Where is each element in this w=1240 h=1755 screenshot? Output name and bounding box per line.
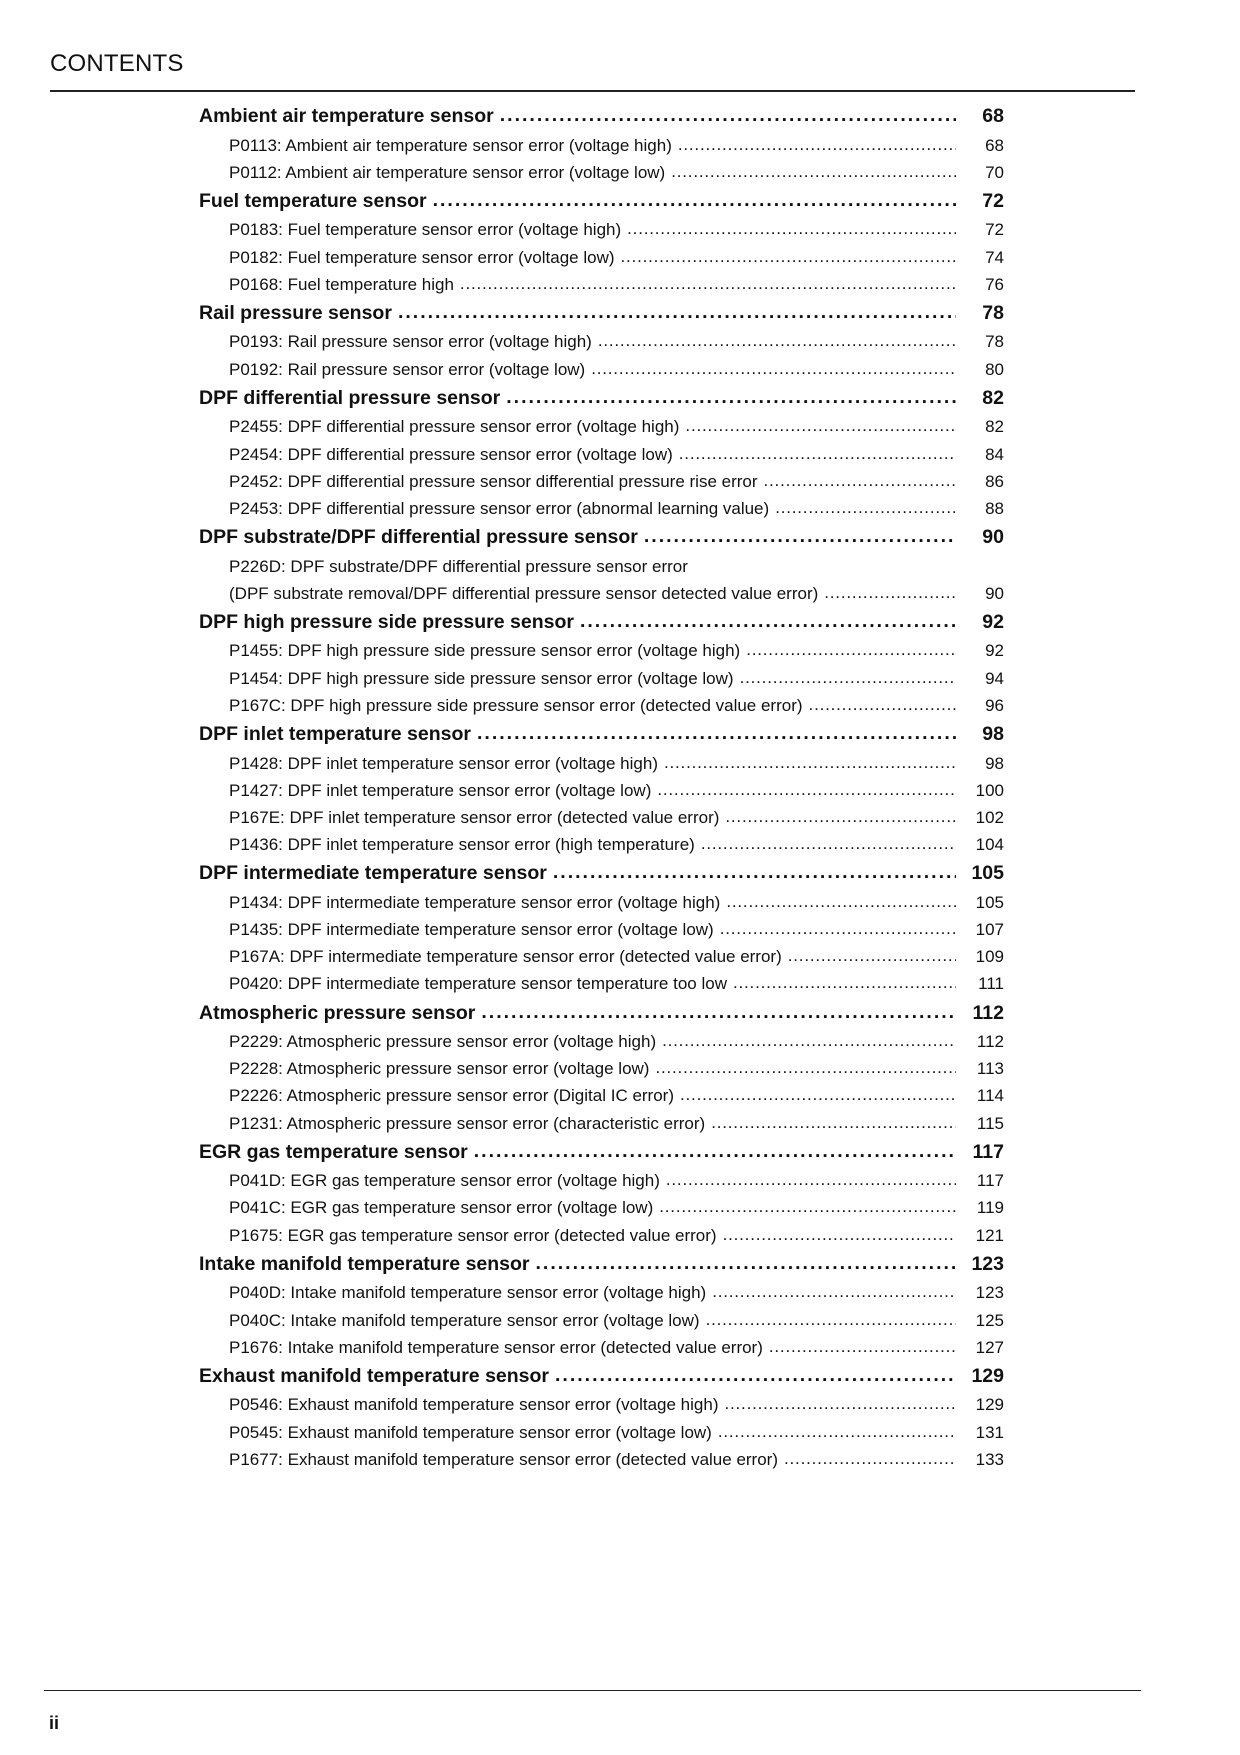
toc-entry-title: P0113: Ambient air temperature sensor error (voltage high) [229, 135, 672, 155]
toc-page-number: 127 [975, 1337, 1004, 1357]
toc-sub-entry[interactable] [199, 893, 1004, 920]
toc-sub-entry[interactable] [199, 1059, 1004, 1086]
toc-entry-title: P2455: DPF differential pressure sensor error (voltage high) [229, 417, 680, 437]
dot-leader [657, 780, 956, 800]
toc-page-number: 112 [976, 1032, 1004, 1051]
toc-page-number: 131 [975, 1422, 1004, 1442]
toc-section-title: Atmospheric pressure sensor [199, 1001, 476, 1024]
toc-sub-entry[interactable] [199, 445, 1004, 472]
dot-leader [809, 695, 956, 715]
toc-page-number: 84 [985, 444, 1004, 464]
dot-leader [764, 471, 956, 491]
dot-leader [685, 416, 956, 436]
toc-section-entry[interactable] [199, 302, 1004, 333]
toc-page-number: 98 [982, 723, 1004, 745]
toc-page-number: 133 [975, 1449, 1004, 1469]
dot-leader [723, 1225, 956, 1245]
toc-section-entry[interactable] [199, 1141, 1004, 1172]
toc-entry-title: P1675: EGR gas temperature sensor error (detected value error) [229, 1225, 717, 1245]
toc-sub-entry[interactable] [199, 1114, 1004, 1141]
toc-section-entry[interactable] [199, 611, 1004, 642]
toc-page-number: 82 [985, 417, 1004, 437]
dot-leader [679, 444, 956, 464]
toc-entry-title: P1428: DPF inlet temperature sensor error (voltage high) [229, 753, 658, 773]
toc-sub-entry[interactable] [199, 136, 1004, 163]
dot-leader [724, 1394, 956, 1414]
toc-entry-title: P1436: DPF inlet temperature sensor error (high temperature) [229, 835, 695, 855]
toc-entry-title: P0112: Ambient air temperature sensor error (voltage low) [229, 162, 666, 182]
dot-leader [740, 668, 956, 688]
toc-entry-title: P1677: Exhaust manifold temperature sensor error (detected value error) [229, 1449, 778, 1469]
toc-section-title: DPF inlet temperature sensor [199, 723, 471, 745]
toc-page-number: 125 [975, 1310, 1004, 1330]
toc-page-number: 105 [971, 862, 1004, 885]
toc-page-number: 90 [985, 583, 1004, 603]
toc-entry-title: P2453: DPF differential pressure sensor error (abnormal learning value) [229, 498, 770, 518]
dot-leader [784, 1449, 956, 1469]
toc-sub-entry[interactable] [199, 1450, 1004, 1477]
toc-sub-entry[interactable] [199, 754, 1004, 781]
toc-page-number: 92 [982, 610, 1004, 633]
toc-page-number: 72 [982, 189, 1004, 212]
toc-entry-title: P1427: DPF inlet temperature sensor error (voltage low) [229, 780, 652, 800]
toc-page-number: 78 [985, 332, 1004, 352]
toc-page-number: 82 [982, 386, 1004, 409]
page-number: ii [49, 1713, 60, 1733]
dot-leader [477, 722, 956, 745]
dot-leader [680, 1085, 956, 1105]
toc-section-title: DPF substrate/DPF differential pressure sensor [199, 526, 638, 549]
dot-leader [769, 1337, 956, 1357]
dot-leader [659, 1197, 956, 1217]
toc-entry-title: P0193: Rail pressure sensor error (voltage high) [229, 332, 592, 352]
toc-page-number: 123 [975, 1283, 1004, 1303]
toc-page-number: 123 [971, 1252, 1004, 1275]
dot-leader [824, 583, 956, 603]
toc-page-number: 105 [975, 892, 1004, 912]
toc-page-number: 76 [985, 274, 1004, 294]
toc-sub-entry[interactable] [199, 1032, 1004, 1059]
dot-leader [627, 219, 956, 239]
dot-leader [398, 301, 956, 324]
dot-leader [664, 753, 956, 773]
toc-page-number: 70 [985, 162, 1004, 182]
toc-sub-entry[interactable] [199, 248, 1004, 275]
toc-sub-entry[interactable] [199, 1311, 1004, 1338]
toc-page-number: 129 [975, 1395, 1004, 1415]
toc-page-number: 72 [985, 220, 1004, 240]
toc-page-number: 78 [982, 301, 1004, 324]
toc-entry-title: P2454: DPF differential pressure sensor error (voltage low) [229, 444, 673, 464]
toc-page-number: 94 [985, 668, 1004, 688]
toc-section-title: Fuel temperature sensor [199, 189, 427, 212]
dot-leader [506, 386, 956, 409]
dot-leader [726, 892, 956, 912]
toc-sub-entry[interactable] [199, 499, 1004, 526]
toc-sub-entry[interactable] [199, 332, 1004, 359]
dot-leader [711, 1113, 956, 1133]
toc-entry-title: P167C: DPF high pressure side pressure sensor error (detected value error) [229, 695, 803, 715]
dot-leader [712, 1282, 956, 1302]
dot-leader [481, 1001, 956, 1024]
toc-page-number: 88 [985, 498, 1004, 518]
toc-sub-entry[interactable] [199, 1283, 1004, 1310]
dot-leader [591, 359, 956, 379]
toc-sub-entry[interactable] [199, 584, 1004, 611]
toc-page-number: 117 [972, 1140, 1004, 1163]
toc-section-entry[interactable] [199, 105, 1004, 136]
toc-entry-title: P1434: DPF intermediate temperature sensor error (voltage high) [229, 892, 721, 912]
dot-leader [788, 946, 956, 966]
toc-sub-entry[interactable] [199, 920, 1004, 947]
toc-page-number: 68 [985, 135, 1004, 155]
toc-page-number: 68 [982, 105, 1004, 127]
toc-section-title: EGR gas temperature sensor [199, 1140, 468, 1163]
dot-leader [701, 834, 956, 854]
toc-entry-title: P2228: Atmospheric pressure sensor error (voltage low) [229, 1059, 650, 1079]
toc-entry-title: P0546: Exhaust manifold temperature sensor error (voltage high) [229, 1395, 719, 1415]
toc-section-title: Intake manifold temperature sensor [199, 1252, 530, 1275]
toc-page-number: 98 [985, 753, 1004, 773]
toc-entry-title: P040C: Intake manifold temperature sensor error (voltage low) [229, 1310, 700, 1330]
toc-page-number: 100 [975, 780, 1004, 800]
dot-leader [460, 274, 956, 294]
toc-section-entry[interactable] [199, 1253, 1004, 1284]
toc-page-number: 111 [978, 974, 1004, 994]
toc-entry-title: P041C: EGR gas temperature sensor error (voltage low) [229, 1198, 654, 1218]
toc-section-entry[interactable] [199, 1002, 1004, 1033]
toc-sub-entry[interactable] [199, 417, 1004, 444]
dot-leader [433, 189, 956, 212]
toc-sub-entry[interactable] [199, 1086, 1004, 1113]
dot-leader [598, 331, 956, 351]
toc-sub-entry[interactable] [199, 835, 1004, 862]
toc-page-number: 121 [975, 1225, 1004, 1245]
table-of-contents [199, 105, 1004, 1477]
dot-leader [621, 247, 956, 267]
toc-entry-title: P2452: DPF differential pressure sensor differential pressure rise error [229, 471, 758, 491]
toc-section-entry[interactable] [199, 723, 1004, 754]
toc-sub-entry[interactable] [199, 1171, 1004, 1198]
toc-section-title: DPF high pressure side pressure sensor [199, 610, 574, 633]
toc-entry-title: P0192: Rail pressure sensor error (voltage low) [229, 359, 586, 379]
dot-leader [725, 807, 956, 827]
toc-sub-entry[interactable] [199, 669, 1004, 696]
toc-entry-title: P0545: Exhaust manifold temperature sensor error (voltage low) [229, 1422, 712, 1442]
toc-section-title: DPF differential pressure sensor [199, 386, 501, 409]
toc-sub-entry[interactable] [199, 1395, 1004, 1422]
toc-page-number: 86 [985, 471, 1004, 491]
toc-page-number: 80 [985, 359, 1004, 379]
toc-sub-entry[interactable] [199, 808, 1004, 835]
dot-leader [720, 919, 956, 939]
toc-entry-title: P2229: Atmospheric pressure sensor error (voltage high) [229, 1032, 657, 1051]
toc-sub-entry[interactable] [199, 781, 1004, 808]
toc-entry-title: P0420: DPF intermediate temperature sensor temperature too low [229, 974, 727, 994]
toc-page-number: 92 [985, 641, 1004, 661]
toc-page-number: 74 [985, 247, 1004, 267]
page-title: CONTENTS [50, 50, 184, 77]
dot-leader [775, 498, 956, 518]
toc-section-title: Ambient air temperature sensor [199, 105, 494, 127]
toc-entry-title: P2226: Atmospheric pressure sensor error (Digital IC error) [229, 1086, 674, 1106]
dot-leader [746, 640, 956, 660]
toc-sub-entry[interactable] [199, 974, 1004, 1001]
toc-section-entry[interactable] [199, 862, 1004, 893]
dot-leader [555, 1364, 956, 1387]
toc-page-number: 104 [975, 835, 1004, 855]
toc-page-number: 112 [972, 1001, 1004, 1024]
dot-leader [500, 104, 956, 127]
toc-sub-entry[interactable] [199, 1198, 1004, 1225]
toc-sub-entry[interactable] [199, 472, 1004, 499]
dot-leader [718, 1422, 956, 1442]
toc-page-number: 96 [985, 695, 1004, 715]
toc-page-number: 113 [976, 1059, 1004, 1079]
toc-entry-title: P226D: DPF substrate/DPF differential pressure sensor error [229, 556, 688, 576]
dot-leader [662, 1031, 956, 1051]
toc-sub-entry[interactable] [199, 1423, 1004, 1450]
toc-sub-entry[interactable] [199, 1226, 1004, 1253]
dot-leader [671, 162, 956, 182]
dot-leader [553, 861, 956, 884]
toc-page-number: 119 [976, 1198, 1004, 1218]
toc-page-number: 107 [975, 919, 1004, 939]
dot-leader [706, 1310, 956, 1330]
toc-sub-entry[interactable] [199, 360, 1004, 387]
toc-sub-entry[interactable] [199, 696, 1004, 723]
toc-entry-title: P167A: DPF intermediate temperature sensor error (detected value error) [229, 947, 782, 967]
toc-page-number: 102 [975, 807, 1004, 827]
toc-page-number: 114 [976, 1086, 1004, 1106]
toc-page-number: 115 [976, 1113, 1004, 1133]
toc-page-number: 117 [976, 1171, 1004, 1191]
toc-section-title: Exhaust manifold temperature sensor [199, 1364, 550, 1387]
toc-entry-title: (DPF substrate removal/DPF differential pressure sensor detected value error) [229, 583, 819, 603]
dot-leader [678, 135, 956, 155]
page-footer [44, 1690, 1141, 1733]
dot-leader [733, 973, 956, 993]
toc-section-title: Rail pressure sensor [199, 301, 392, 324]
toc-sub-entry[interactable] [199, 1338, 1004, 1365]
toc-section-title: DPF intermediate temperature sensor [199, 862, 547, 885]
toc-entry-title: P1435: DPF intermediate temperature sensor error (voltage low) [229, 919, 714, 939]
toc-entry-title: P1676: Intake manifold temperature sensor error (detected value error) [229, 1337, 763, 1357]
toc-sub-entry[interactable] [199, 641, 1004, 668]
toc-sub-entry[interactable] [199, 220, 1004, 247]
dot-leader [536, 1252, 956, 1275]
toc-page-number: 129 [971, 1364, 1004, 1387]
dot-leader [474, 1140, 956, 1163]
toc-entry-title: P0168: Fuel temperature high [229, 274, 454, 294]
dot-leader [580, 610, 956, 633]
dot-leader [644, 525, 956, 548]
toc-entry-title: P1454: DPF high pressure side pressure sensor error (voltage low) [229, 668, 734, 688]
page-header [50, 50, 1135, 92]
toc-entry-title: P0182: Fuel temperature sensor error (voltage low) [229, 247, 615, 267]
toc-entry-title: P1231: Atmospheric pressure sensor error (characteristic error) [229, 1113, 706, 1133]
toc-section-entry[interactable] [199, 1365, 1004, 1396]
dot-leader [655, 1058, 956, 1078]
toc-entry-title: P1455: DPF high pressure side pressure sensor error (voltage high) [229, 641, 741, 661]
toc-entry-title: P041D: EGR gas temperature sensor error (voltage high) [229, 1171, 660, 1191]
toc-entry-title: P040D: Intake manifold temperature sensor error (voltage high) [229, 1283, 707, 1303]
toc-page-number: 109 [975, 947, 1004, 967]
toc-sub-entry[interactable] [199, 557, 1004, 584]
toc-section-entry[interactable] [199, 387, 1004, 418]
toc-sub-entry[interactable] [199, 947, 1004, 974]
dot-leader [666, 1170, 956, 1190]
toc-entry-title: P0183: Fuel temperature sensor error (voltage high) [229, 220, 622, 240]
toc-sub-entry[interactable] [199, 275, 1004, 302]
toc-section-entry[interactable] [199, 190, 1004, 221]
toc-section-entry[interactable] [199, 526, 1004, 557]
toc-entry-title: P167E: DPF inlet temperature sensor error (detected value error) [229, 807, 720, 827]
toc-sub-entry[interactable] [199, 163, 1004, 190]
toc-page-number: 90 [982, 526, 1004, 549]
